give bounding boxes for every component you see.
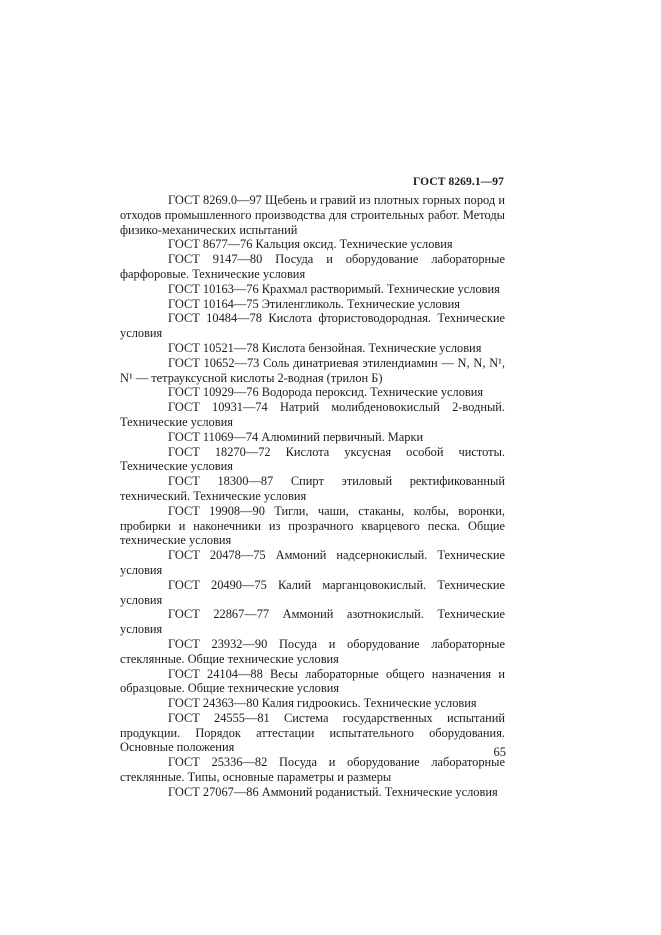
reference-entry: ГОСТ 20490—75 Калий марганцовокислый. Технические условия [120, 577, 505, 607]
normative-references-list [120, 193, 505, 800]
running-header: ГОСТ 8269.1—97 [413, 176, 504, 188]
reference-entry: ГОСТ 19908—90 Тигли, чаши, стаканы, колбы, воронки, пробирки и наконечники из прозрачного кварцевого песка. Общие технические условия [120, 503, 505, 548]
reference-entry: ГОСТ 22867—77 Аммоний азотнокислый. Технические условия [120, 607, 505, 637]
reference-entry: ГОСТ 20478—75 Аммоний надсернокислый. Технические условия [120, 548, 505, 577]
reference-entry: ГОСТ 10164—75 Этиленгликоль. Технические условия [168, 296, 460, 311]
reference-entry: ГОСТ 24104—88 Весы лабораторные общего назначения и образцовые. Общие технические условия [120, 666, 505, 696]
reference-entry: ГОСТ 24555—81 Система государственных испытаний продукции. Порядок аттестации испытательного оборудования. Основные положения [120, 710, 505, 755]
reference-entry: ГОСТ 18270—72 Кислота уксусная особой чистоты. Технические условия [120, 444, 505, 474]
reference-entry: ГОСТ 24363—80 Калия гидроокись. Технические условия [168, 696, 477, 711]
reference-entry: ГОСТ 10929—76 Водорода пероксид. Технические условия [168, 385, 484, 400]
reference-entry: ГОСТ 11069—74 Алюминий первичный. Марки [168, 429, 424, 444]
reference-entry: ГОСТ 25336—82 Посуда и оборудование лабораторные стеклянные. Типы, основные параметры и размеры [120, 755, 505, 785]
reference-entry: ГОСТ 23932—90 Посуда и оборудование лабораторные стеклянные. Общие технические условия [120, 636, 505, 666]
reference-entry: ГОСТ 10521—78 Кислота бензойная. Технические условия [168, 340, 482, 355]
reference-entry: ГОСТ 10931—74 Натрий молибденовокислый 2-водный. Технические условия [120, 400, 505, 429]
reference-entry: ГОСТ 10652—73 Соль динатриевая этилендиамин — N, N, N¹, N¹ — тетрауксусной кислоты 2-водная (трилон Б) [120, 355, 505, 385]
reference-entry: ГОСТ 18300—87 Спирт этиловый ректификованный технический. Технические условия [120, 474, 505, 503]
page-number: 65 [493, 745, 506, 759]
reference-entry: ГОСТ 8269.0—97 Щебень и гравий из плотных горных пород и отходов промышленного производства для строительных работ. Методы физико-механических испытаний [120, 193, 505, 237]
reference-entry: ГОСТ 8677—76 Кальция оксид. Технические условия [168, 237, 453, 252]
reference-entry: ГОСТ 27067—86 Аммоний роданистый. Технические условия [168, 784, 498, 799]
reference-entry: ГОСТ 10484—78 Кислота фтористоводородная. Технические условия [120, 311, 505, 341]
reference-entry: ГОСТ 9147—80 Посуда и оборудование лабораторные фарфоровые. Технические условия [120, 252, 505, 281]
reference-entry: ГОСТ 10163—76 Крахмал растворимый. Технические условия [168, 281, 500, 296]
